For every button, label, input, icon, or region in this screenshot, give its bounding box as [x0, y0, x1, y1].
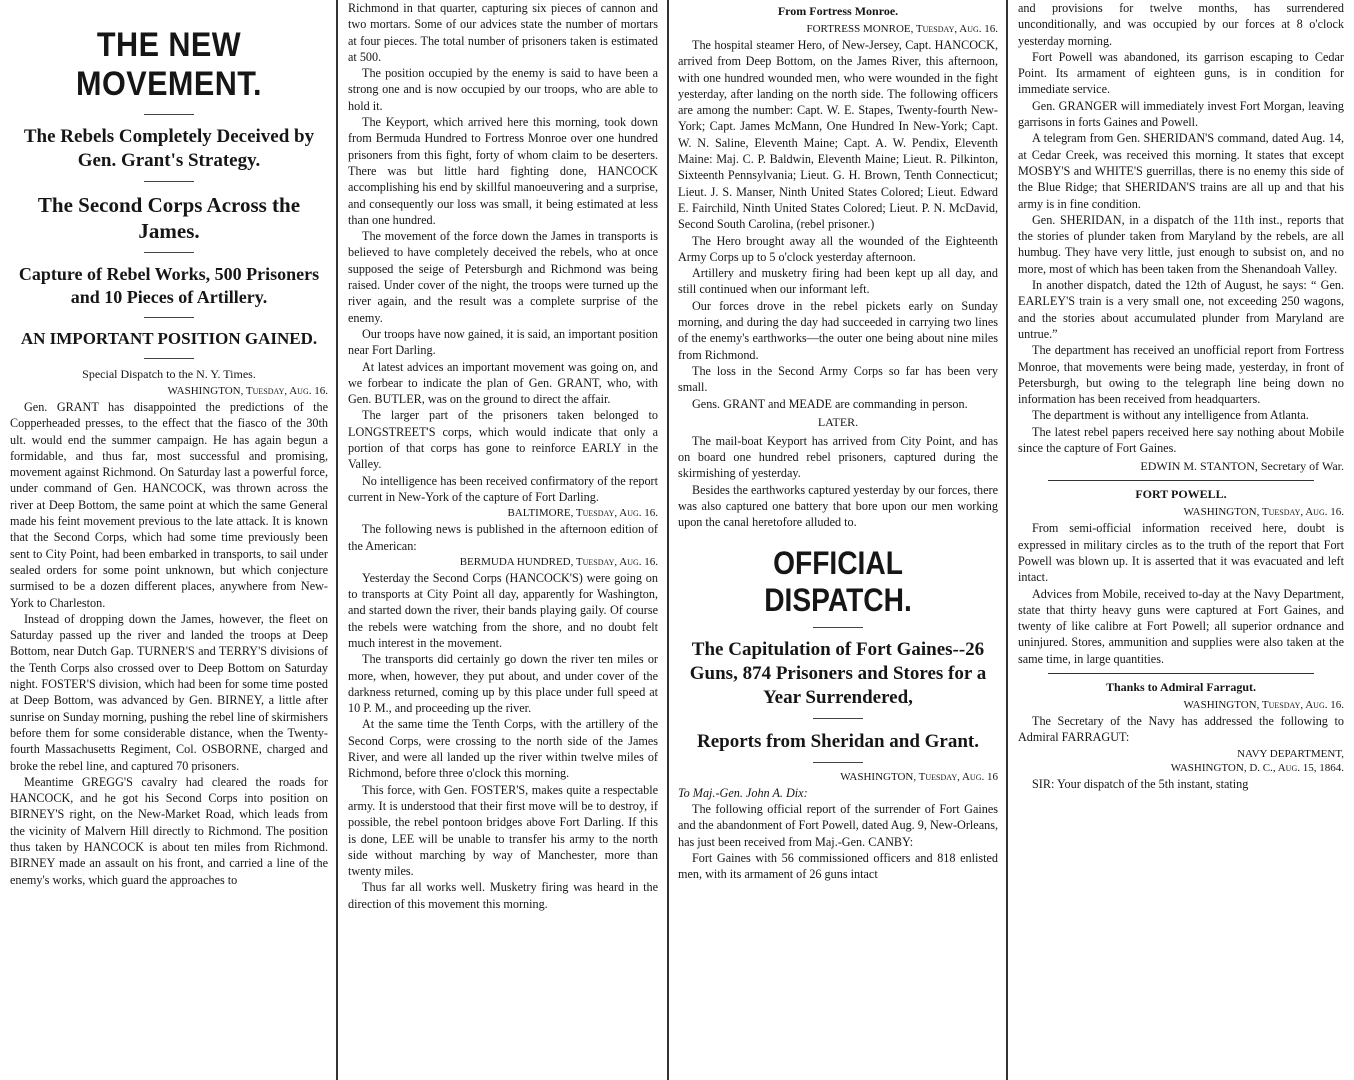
article-paragraph: The Keyport, which arrived here this morning, took down from Bermuda Hundred to Fortress Monroe over one hundred prisoners from this fight, forty of whom claim to be deserters. There was but little hard fighting done, HANCOCK accomplishing his end by skillful manoeuvering and a surprise, and consequently our loss was small, it being estimated at less than one hundred. — [348, 115, 658, 227]
article-paragraph: The movement of the force down the James in transports is believed to have completely deceived the rebels, who at once supposed the seige of Petersburgh and Richmond was being raised. Under cover of the night, the troops were turned up the river again, and the result was a complete surprise of the enemy. — [348, 229, 658, 325]
article-paragraph: Artillery and musketry firing had been kept up all day, and still continued when our informant left. — [678, 266, 998, 297]
deck-second-corps: The Second Corps Across the James. — [37, 193, 301, 243]
article-paragraph: From semi-official information received here, doubt is expressed in military circles as to the truth of the report that Fort Powell was blown up. It is asserted that it was evacuated and left intact. — [1018, 521, 1344, 585]
deck-rebels-deceived: The Rebels Completely Deceived by Gen. Grant's Strategy. — [23, 126, 315, 171]
dateline: WASHINGTON, Tuesday, Aug. 16. — [1183, 506, 1344, 519]
article-paragraph: No intelligence has been received confirmatory of the report current in New-York of the capture of Fort Darling. — [348, 473, 658, 504]
dateline: BALTIMORE, Tuesday, Aug. 16. — [507, 507, 658, 520]
article-paragraph: The Secretary of the Navy has addressed the following to Admiral FARRAGUT: — [1018, 713, 1344, 745]
column-2 — [338, 0, 668, 1080]
headline-new-movement: THE NEW MOVEMENT. — [76, 26, 262, 103]
dateline: BERMUDA HUNDRED, Tuesday, Aug. 16. — [459, 555, 658, 568]
article-paragraph: Gen. SHERIDAN, in a dispatch of the 11th inst., reports that the stories of plunder taken from Maryland by the rebels, are all humbug. They have very little, just enough to subsist on, and no more, most of which has been taken from the Shenandoah Valley. — [1018, 212, 1344, 276]
article-paragraph: In another dispatch, dated the 12th of August, he says: “ Gen. EARLEY'S train is a very small one, not exceeding 250 wagons, and the stories about accumulated plunder from Maryland are untrue.” — [1018, 278, 1344, 341]
article-paragraph: The following official report of the surrender of Fort Gaines and the abandonment of Fort Powell, dated Aug. 9, New-Orleans, has just been received from Maj.-Gen. CANBY: — [678, 801, 998, 849]
article-paragraph: The Hero brought away all the wounded of the Eighteenth Army Corps up to 5 o'clock yesterday afternoon. — [678, 233, 998, 264]
later-label: LATER. — [817, 414, 859, 429]
deck-fort-gaines: The Capitulation of Fort Gaines--26 Guns, 874 Prisoners and Stores for a Year Surrendered, — [689, 638, 987, 708]
divider — [813, 627, 863, 628]
article-paragraph: The loss in the Second Army Corps so far has been very small. — [678, 363, 998, 395]
article-paragraph: SIR: Your dispatch of the 5th instant, stating — [1032, 776, 1249, 791]
article-paragraph: Fort Powell was abandoned, its garrison escaping to Cedar Point. Its armament of eighteen guns, is in condition for immediate service. — [1018, 49, 1344, 97]
article-paragraph: Yesterday the Second Corps (HANCOCK'S) were going on to transports at City Point all day, apparently for Washington, and started down the river, their bands playing gaily. Of course the rebels were watching from the shore, and no doubt felt much interest in the movement. — [348, 570, 658, 650]
divider — [144, 317, 194, 318]
article-paragraph: Richmond in that quarter, capturing six pieces of cannon and two mortars. Some of our advices state the number of mortars at four pieces. The total number of prisoners taken is estimated at 500. — [348, 1, 658, 64]
deck-sheridan-grant: Reports from Sheridan and Grant. — [696, 730, 980, 752]
article-paragraph: Gen. GRANGER will immediately invest Fort Morgan, leaving garrisons in forts Gaines and Powell. — [1018, 98, 1344, 130]
divider — [813, 718, 863, 719]
article-paragraph: The department has received an unofficial report from Fortress Monroe, that movements were being made, yesterday, in front of Petersburgh, but owing to the telegraph line being down no information has been received from headquarters. — [1018, 343, 1344, 407]
article-paragraph: The following news is published in the afternoon edition of the American: — [348, 522, 658, 553]
divider — [813, 762, 863, 763]
article-paragraph: Our forces drove in the rebel pickets early on Sunday morning, and during the day had succeeded in carrying two lines of the enemy's earthworks—the outer one being about nine miles from Richmond. — [678, 298, 998, 362]
article-paragraph: Meantime GREGG'S cavalry had cleared the roads for HANCOCK, and he got his Second Corps into position on BIRNEY'S right, on the New-Market Road, which leads from the vicinity of Malvern Hill directly to Richmond. The position thus taken by HANCOCK is about ten miles from Richmond. BIRNEY made an assault on his front, and carried a line of the enemy's works, which guard the approaches to — [10, 774, 328, 887]
dateline: WASHINGTON, Tuesday, Aug. 16 — [840, 770, 998, 783]
dateline: WASHINGTON, Tuesday, Aug. 16. — [1183, 698, 1344, 711]
source-line: Special Dispatch to the N. Y. Times. — [82, 367, 256, 381]
deck-capture-works: Capture of Rebel Works, 500 Prisoners and 10 Pieces of Artillery. — [18, 264, 320, 307]
article-paragraph: Our troops have now gained, it is said, an important position near Fort Darling. — [348, 326, 658, 358]
column-3 — [668, 0, 1008, 1080]
column-4 — [1008, 0, 1354, 1080]
article-paragraph: Gens. GRANT and MEADE are commanding in person. — [692, 396, 968, 411]
article-paragraph: A telegram from Gen. SHERIDAN'S command, dated Aug. 14, at Cedar Creek, was received this morning. It states that except MOSBY'S and WHITE'S guerrillas, there is no enemy this side of the Blue Ridge; that SHERIDAN'S trains are all up and that his army is in fine condition. — [1018, 131, 1344, 211]
article-paragraph: Besides the earthworks captured yesterday by our forces, there was also captured one battery that bore upon our men working upon the canal heretofore alluded to. — [678, 482, 998, 530]
column-1 — [0, 0, 338, 1080]
article-paragraph: Gen. GRANT has disappointed the predictions of the Copperheaded presses, to the effect that the fiasco of the 30th ult. would end the summer campaign. He has again begun a formidable, and thus far, most successful and promising, movement against Richmond. On Saturday last a powerful force, under command of Gen. HANCOCK, was thrown across the river at Deep Bottom, the same point at which the same General made his feint movement previous to the late attack. It is known that the Second Corps, which had some time previously been sent to City Point, had been embarked in transports, to sail under sealed orders for some point unknown, but which conjecture surmised to be a dozen different places, anywhere from New-York to Charleston. — [10, 400, 328, 610]
subhead-thanks-farragut: Thanks to Admiral Farragut. — [1105, 679, 1256, 694]
divider — [144, 358, 194, 359]
signature: EDWIN M. STANTON, Secretary of War. — [1140, 459, 1344, 474]
article-paragraph: and provisions for twelve months, has surrendered unconditionally, and was occupied by our forces at 8 o'clock yesterday morning. — [1018, 1, 1344, 48]
article-paragraph: Advices from Mobile, received to-day at the Navy Department, state that thirty heavy guns were captured at Fort Gaines, and twenty of like calibre at Fort Powell; all superior ordnance and uninjured. Stores, ammunition and supplies were also taken at the same time, in large quantities. — [1018, 586, 1344, 666]
addressee: To Maj.-Gen. John A. Dix: — [678, 785, 808, 800]
article-paragraph: Thus far all works well. Musketry firing was heard in the direction of this movement this morning. — [348, 880, 658, 911]
navy-department-line: NAVY DEPARTMENT, — [1237, 747, 1344, 760]
deck-important-position: AN IMPORTANT POSITION GAINED. — [20, 329, 318, 348]
dateline: FORTRESS MONROE, Tuesday, Aug. 16. — [806, 23, 998, 35]
subhead-fort-powell: FORT POWELL. — [1135, 487, 1227, 502]
article-paragraph: The hospital steamer Hero, of New-Jersey, Capt. HANCOCK, arrived from Deep Bottom, on the James River, this afternoon, with one hundred wounded men, who were wounded in the fight yesterday, after landing on the north side. The following officers are among the number: Capt. W. E. Stapes, Twenty-fourth New-York; Capt. James McMann, One Hundred In New-York; Capt. W. N. Saline, Eleventh Maine; Capt. A. W. Pendix, Eleventh Maine: Maj. C. P. Baldwin, Eleventh Maine; Lieut. R. Pilkinton, Sixteenth Pennsylvania; Lieut. G. H. Brown, Tenth Connecticut; Lieut. J. S. Manser, Ninth United States Colored; Lieut. Edward E. Fairchild, Ninth United States Colored; Lieut. P. N. McDavid, Second South Carolina, (rebel prisoner.) — [678, 38, 998, 232]
article-paragraph: This force, with Gen. FOSTER'S, makes quite a respectable army. It is understood that their first move will be to destroy, if possible, the rebel pontoon bridges above Fort Darling. If this is done, LEE will be unable to transfer his army to the north side without marching by way of Manchester, more than twenty miles. — [348, 782, 658, 879]
divider — [144, 252, 194, 253]
article-paragraph: Instead of dropping down the James, however, the fleet on Saturday passed up the river and landed the troops at Deep Bottom, near Dutch Gap. TURNER'S and TERRY'S divisions of the Tenth Corps also crossed over to Deep Bottom on Saturday night. FOSTER'S division, which had been for some time posted at Deep Bottom, was advanced by Gen. BIRNEY, a little after sunrise on Sunday morning, pushing the rebel line of skirmishers before them for some considerable distance, when the Twenty-fourth Massachusetts Regiment, Col. OSBORNE, charged and broke the rebel line, and captured 70 prisoners. — [10, 611, 328, 773]
headline-official-dispatch: OFFICIAL DISPATCH. — [764, 544, 912, 618]
article-paragraph: The mail-boat Keyport has arrived from City Point, and has on board one hundred rebel prisoners, captured during the skirmishing of yesterday. — [678, 433, 998, 481]
article-paragraph: The department is without any intelligence from Atlanta. — [1032, 408, 1309, 423]
article-paragraph: Fort Gaines with 56 commissioned officers and 818 enlisted men, with its armament of 26 guns intact — [678, 850, 998, 882]
article-paragraph: At the same time the Tenth Corps, with the artillery of the Second Corps, were crossing to the north side of the James River, and were all landed up the river within twelve miles of Richmond, before three o'clock this morning. — [348, 717, 658, 781]
article-paragraph: The transports did certainly go down the river ten miles or more, when, however, they put about, and under cover of the darkness returned, coming up by this place under full speed at 10 P. M., and proceeding up the river. — [348, 652, 658, 716]
article-paragraph: The latest rebel papers received here say nothing about Mobile since the capture of Fort Gaines. — [1018, 424, 1344, 456]
divider — [1048, 480, 1314, 481]
divider — [144, 114, 194, 115]
subhead-fortress-monroe: From Fortress Monroe. — [777, 4, 899, 18]
dateline: WASHINGTON, Tuesday, Aug. 16. — [167, 385, 328, 397]
article-paragraph: The position occupied by the enemy is said to have been a strong one and is now occupied by our troops, who are able to hold it. — [348, 66, 658, 113]
divider — [144, 181, 194, 182]
divider — [1048, 673, 1314, 674]
article-paragraph: The larger part of the prisoners taken belonged to LONGSTREET'S corps, which would indicate that only a portion of that corps has gone to reinforce EARLY in the Valley. — [348, 408, 658, 472]
navy-dateline: WASHINGTON, D. C., Aug. 15, 1864. — [1170, 761, 1344, 774]
article-paragraph: At latest advices an important movement was going on, and we forbear to indicate the plan of Gen. GRANT, who, with Gen. BUTLER, was on the ground to direct the affair. — [348, 359, 658, 407]
